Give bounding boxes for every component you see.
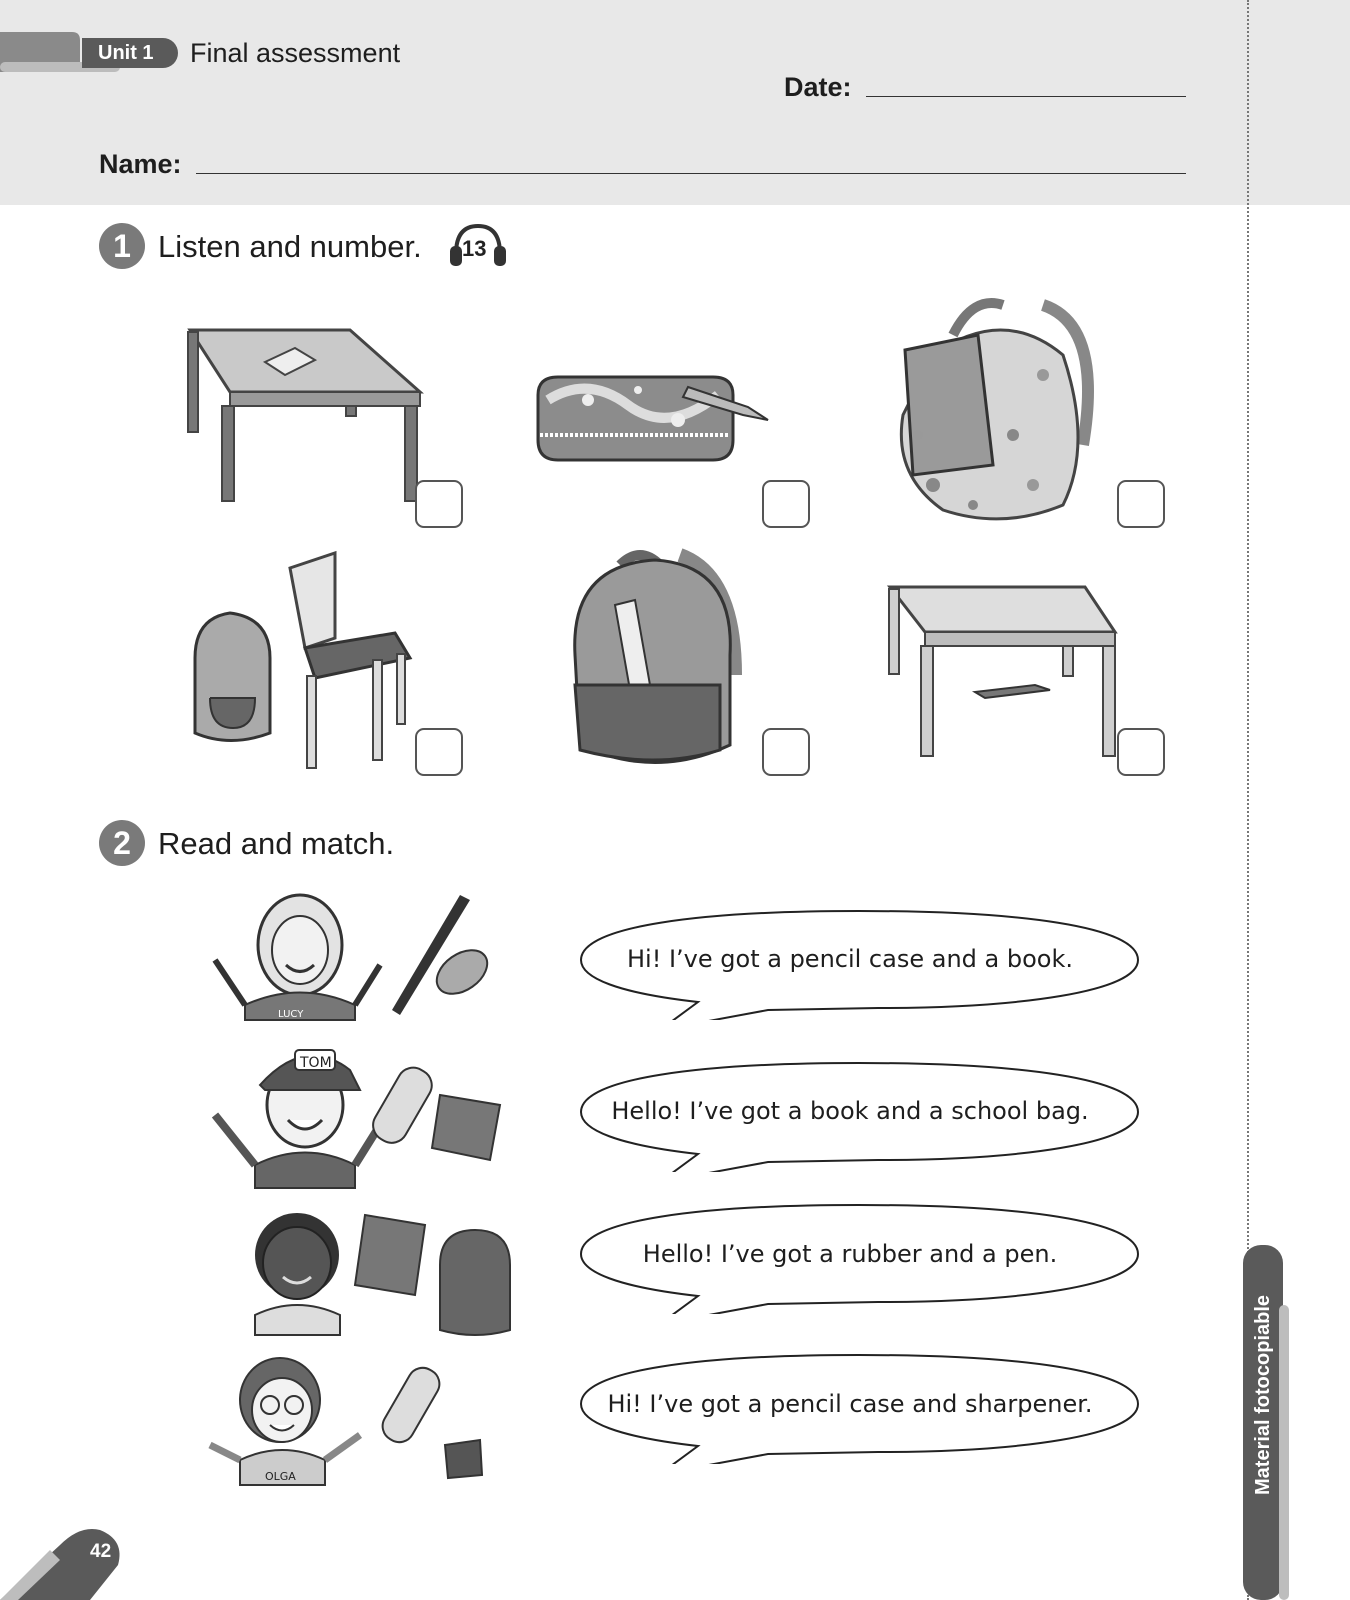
answer-box-5[interactable]: [762, 728, 810, 776]
answer-box-6[interactable]: [1117, 728, 1165, 776]
page-number: 42: [90, 1541, 112, 1562]
exercise-number: 1: [99, 223, 145, 269]
date-field[interactable]: [866, 96, 1186, 97]
answer-box-2[interactable]: [762, 480, 810, 528]
pencil-case-icon: [528, 365, 773, 475]
child-olga-with-pencil-case-and-sharpener: [200, 1350, 500, 1490]
answer-box-3[interactable]: [1117, 480, 1165, 528]
unit-label: Unit 1: [82, 38, 178, 68]
speech-text-3: Hello! I’ve got a rubber and a pen.: [642, 1240, 1058, 1268]
child-tom-with-pencil-case-and-book: [200, 1040, 520, 1190]
date-label: Date:: [784, 72, 852, 102]
exercise-instruction: Read and match.: [158, 826, 395, 861]
exercise-number: 2: [99, 820, 145, 866]
audio-track-number: 13: [462, 236, 487, 261]
page-number-tab: [0, 1520, 140, 1600]
page-title: Final assessment: [190, 38, 401, 68]
answer-box-4[interactable]: [415, 728, 463, 776]
answer-box-1[interactable]: [415, 480, 463, 528]
header-band: [0, 0, 1350, 205]
speech-text-1: Hi! I’ve got a pencil case and a book.: [627, 945, 1073, 973]
speech-text-4: Hi! I’ve got a pencil case and sharpener.: [607, 1390, 1093, 1418]
table-with-rubber-icon: [180, 320, 430, 510]
school-bag-with-ruler-icon: [560, 545, 750, 780]
name-field[interactable]: [196, 173, 1186, 174]
table-with-pencil-icon: [885, 582, 1125, 762]
child-lucy-with-pen-and-rubber: [200, 890, 510, 1030]
speech-text-2: Hello! I’ve got a book and a school bag.: [611, 1097, 1089, 1125]
olga-shirt-label: OLGA: [265, 1470, 296, 1483]
tom-cap-label: TOM: [300, 1055, 332, 1071]
child-with-book-and-school-bag: [245, 1205, 530, 1345]
side-label: Material fotocopiable: [1252, 1294, 1274, 1495]
lucy-shirt-label: LUCY: [278, 1009, 304, 1020]
name-label: Name:: [99, 149, 182, 179]
school-bag-with-book-icon: [893, 295, 1113, 530]
school-bag-and-chair-icon: [185, 548, 425, 773]
exercise-instruction: Listen and number.: [158, 229, 422, 264]
